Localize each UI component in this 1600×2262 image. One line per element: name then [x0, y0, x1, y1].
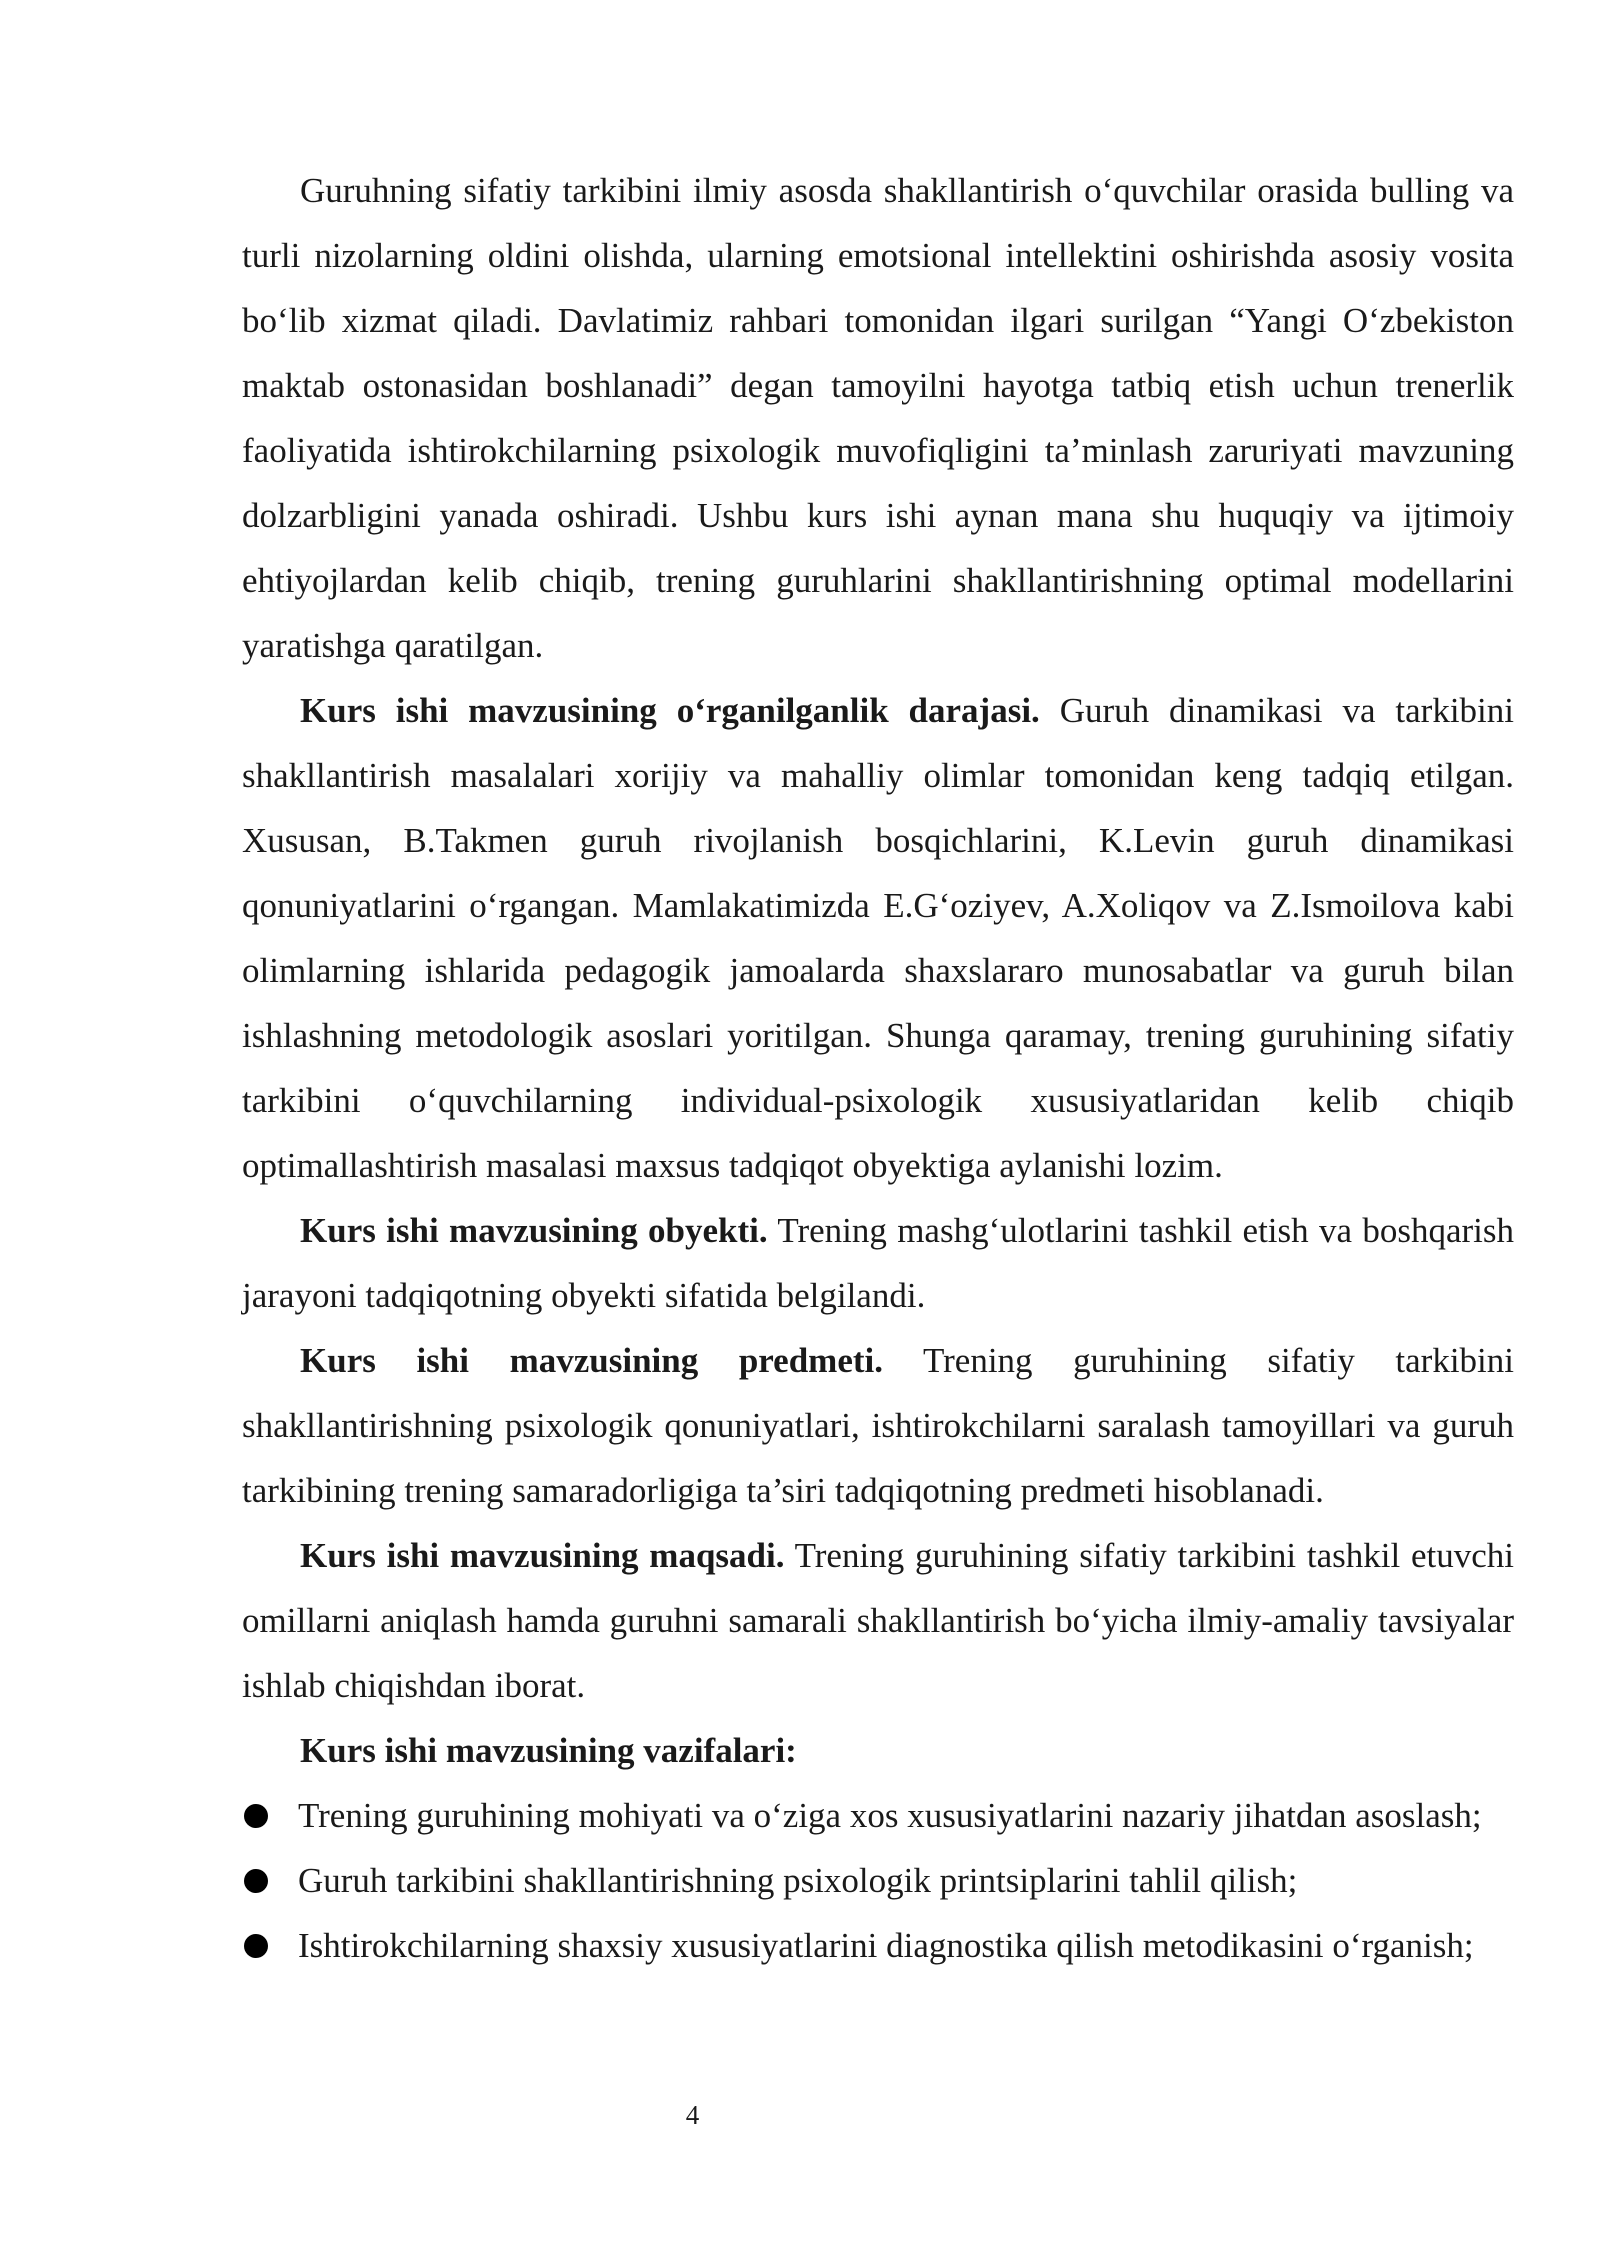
- paragraph-study-degree-text: Guruh dinamikasi va tarkibini shakllantirish masalalari xorijiy va mahalliy olimlar tomonidan keng tadqiq etilgan. Xususan, B.Takmen guruh rivojlanish bosqichlarini, K.Levin guruh dinamikasi qonuniyatlarini o‘rgangan. Mamlakatimizda E.G‘oziyev, A.Xoliqov va Z.Ismoilova kabi olimlarning ishlarida pedagogik jamoalarda shaxslararo munosabatlar va guruh bilan ishlashning metodologik asoslari yoritilgan. Shunga qaramay, trening guruhining sifatiy tarkibini o‘quvchilarning individual-psixologik xususiyatlaridan kelib chiqib optimallashtirish masalasi maxsus tadqiqot obyektiga aylanishi lozim.: [242, 691, 1514, 1185]
- paragraph-object-heading: Kurs ishi mavzusining obyekti.: [300, 1211, 768, 1250]
- paragraph-study-degree: [242, 678, 1514, 1198]
- paragraph-subject-heading: Kurs ishi mavzusining predmeti.: [300, 1341, 884, 1380]
- page-number: 4: [685, 2100, 700, 2130]
- tasks-heading: Kurs ishi mavzusining vazifalari:: [300, 1731, 797, 1770]
- paragraph-relevance: [242, 158, 1514, 678]
- paragraph-study-degree-heading: Kurs ishi mavzusining o‘rganilganlik darajasi.: [300, 691, 1040, 730]
- bullet-icon: [244, 1934, 268, 1958]
- paragraph-goal-heading: Kurs ishi mavzusining maqsadi.: [300, 1536, 785, 1575]
- paragraph-object-text: Trening mashg‘ulotlarini tashkil etish va boshqarish jarayoni tadqiqotning obyekti sifatida belgilandi.: [242, 1211, 1514, 1315]
- tasks-list: [242, 1783, 1514, 1978]
- paragraph-subject-text: Trening guruhining sifatiy tarkibini shakllantirishning psixologik qonuniyatlari, ishtirokchilarni saralash tamoyillari va guruh tarkibining trening samaradorligiga ta’siri tadqiqotning predmeti hisoblanadi.: [242, 1341, 1514, 1510]
- paragraph-goal-text: Trening guruhining sifatiy tarkibini tashkil etuvchi omillarni aniqlash hamda guruhni samarali shakllantirish bo‘yicha ilmiy-amaliy tavsiyalar ishlab chiqishdan iborat.: [242, 1536, 1515, 1705]
- paragraph-relevance-text: Guruhning sifatiy tarkibini ilmiy asosda shakllantirish o‘quvchilar orasida bulling va turli nizolarning oldini olishda, ularning emotsional intellektini oshirishda asosiy vosita bo‘lib xizmat qiladi. Davlatimiz rahbari tomonidan ilgari surilgan “Yangi O‘zbekiston maktab ostonasidan boshlanadi” degan tamoyilni hayotga tatbiq etish uchun trenerlik faoliyatida ishtirokchilarning psixologik muvofiqligini ta’minlash zaruriyati mavzuning dolzarbligini yanada oshiradi. Ushbu kurs ishi aynan mana shu huquqiy va ijtimoiy ehtiyojlardan kelib chiqib, trening guruhlarini shakllantirishning optimal modellarini yaratishga qaratilgan.: [242, 171, 1514, 665]
- page-body: [242, 158, 1514, 1978]
- bullet-icon: [244, 1804, 268, 1828]
- list-item-text: Trening guruhining mohiyati va o‘ziga xos xususiyatlarini nazariy jihatdan asoslash;: [298, 1796, 1482, 1835]
- paragraph-subject: [242, 1328, 1514, 1523]
- list-item: [242, 1913, 1514, 1978]
- list-item: [242, 1848, 1514, 1913]
- paragraph-object: [242, 1198, 1514, 1328]
- list-item-text: Guruh tarkibini shakllantirishning psixologik printsiplarini tahlil qilish;: [298, 1861, 1298, 1900]
- list-item-text: Ishtirokchilarning shaxsiy xususiyatlarini diagnostika qilish metodikasini o‘rganish;: [298, 1926, 1474, 1965]
- list-item: [242, 1783, 1514, 1848]
- bullet-icon: [244, 1869, 268, 1893]
- paragraph-goal: [242, 1523, 1514, 1718]
